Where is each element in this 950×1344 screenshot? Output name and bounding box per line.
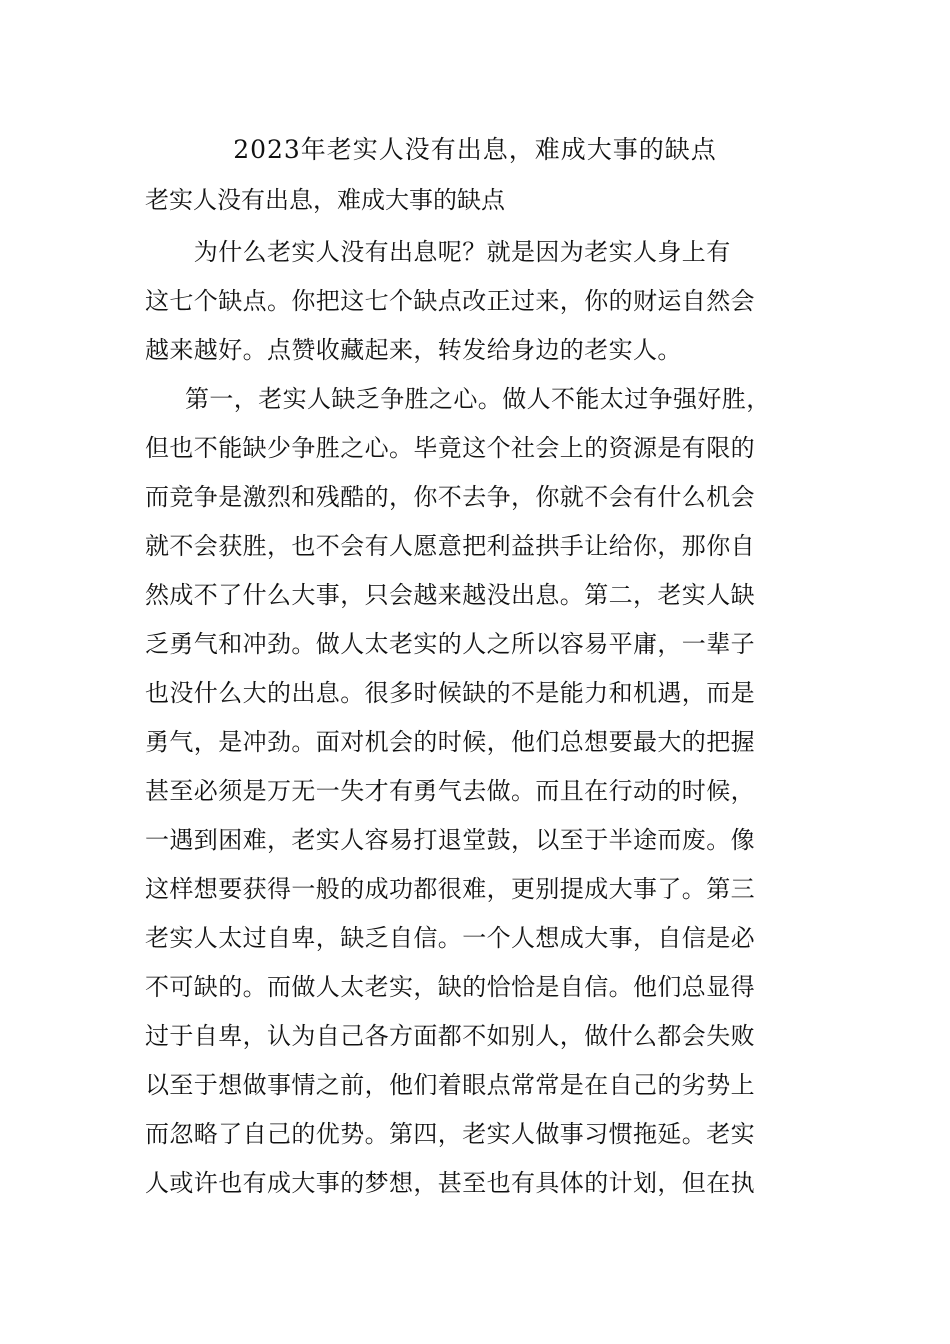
body-line: 人或许也有成大事的梦想，甚至也有具体的计划，但在执 [145, 1169, 755, 1197]
body-line: 老实人太过自卑，缺乏自信。一个人想成大事，自信是必 [145, 924, 755, 952]
document-title: 2023年老实人没有出息，难成大事的缺点 [233, 135, 717, 164]
body-line: 乏勇气和冲劲。做人太老实的人之所以容易平庸，一辈子 [145, 630, 755, 658]
body-line: 这七个缺点。你把这七个缺点改正过来，你的财运自然会 [145, 287, 755, 315]
body-line: 第一，老实人缺乏争胜之心。做人不能太过争强好胜， [185, 385, 771, 413]
body-line: 就不会获胜，也不会有人愿意把利益拱手让给你，那你自 [145, 532, 755, 560]
body-line: 然成不了什么大事，只会越来越没出息。第二，老实人缺 [145, 581, 755, 609]
body-line: 也没什么大的出息。很多时候缺的不是能力和机遇，而是 [145, 679, 755, 707]
body-line: 而忽略了自己的优势。第四，老实人做事习惯拖延。老实 [145, 1120, 755, 1148]
body-line: 而竞争是激烈和残酷的，你不去争，你就不会有什么机会 [145, 483, 755, 511]
body-line: 为什么老实人没有出息呢？就是因为老实人身上有 [145, 238, 731, 266]
document-subtitle: 老实人没有出息，难成大事的缺点 [145, 186, 505, 214]
body-line: 勇气，是冲劲。面对机会的时候，他们总想要最大的把握 [145, 728, 755, 756]
body-line: 这样想要获得一般的成功都很难，更别提成大事了。第三 [145, 875, 755, 903]
body-line: 甚至必须是万无一失才有勇气去做。而且在行动的时候， [145, 777, 755, 805]
body-line: 越来越好。点赞收藏起来，转发给身边的老实人。 [145, 336, 682, 364]
body-line: 但也不能缺少争胜之心。毕竟这个社会上的资源是有限的 [145, 434, 755, 462]
body-line: 不可缺的。而做人太老实，缺的恰恰是自信。他们总显得 [145, 973, 755, 1001]
body-line: 一遇到困难，老实人容易打退堂鼓，以至于半途而废。像 [145, 826, 755, 854]
body-line: 过于自卑，认为自己各方面都不如别人，做什么都会失败 [145, 1022, 755, 1050]
body-line: 以至于想做事情之前，他们着眼点常常是在自己的劣势上 [145, 1071, 755, 1099]
